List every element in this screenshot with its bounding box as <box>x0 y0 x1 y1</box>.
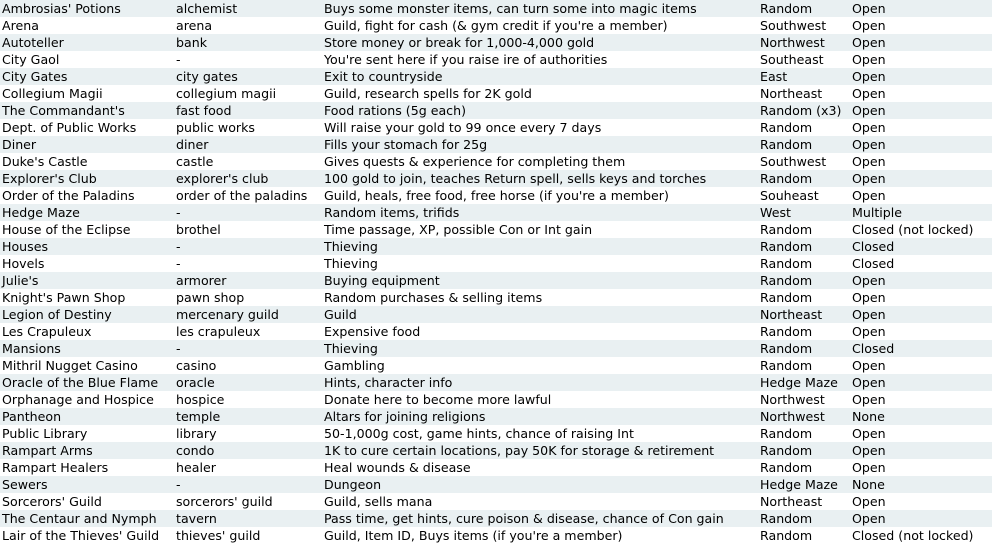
location-name-cell: Ambrosias' Potions <box>2 1 121 16</box>
location-cell: Random <box>760 137 813 152</box>
location-cell: Random <box>760 426 813 441</box>
description-cell: Dungeon <box>324 477 382 492</box>
table-row <box>0 85 992 102</box>
description-cell: Time passage, XP, possible Con or Int gain <box>324 222 593 237</box>
command-cell: - <box>176 52 181 67</box>
command-cell: temple <box>176 409 221 424</box>
table-row <box>0 289 992 306</box>
description-cell: Food rations (5g each) <box>324 103 466 118</box>
location-name-cell: Dept. of Public Works <box>2 120 137 135</box>
status-cell: Open <box>852 443 886 458</box>
command-cell: bank <box>176 35 207 50</box>
status-cell: Open <box>852 392 886 407</box>
description-cell: Gives quests & experience for completing them <box>324 154 626 169</box>
command-cell: condo <box>176 443 215 458</box>
location-name-cell: Legion of Destiny <box>2 307 112 322</box>
location-name-cell: Julie's <box>2 273 39 288</box>
location-name-cell: Mansions <box>2 341 61 356</box>
location-name-cell: Public Library <box>2 426 88 441</box>
status-cell: Open <box>852 137 886 152</box>
status-cell: Closed (not locked) <box>852 528 974 543</box>
location-cell: Random <box>760 222 813 237</box>
location-name-cell: Order of the Paladins <box>2 188 135 203</box>
location-cell: Random <box>760 511 813 526</box>
description-cell: Random purchases & selling items <box>324 290 543 305</box>
status-cell: Open <box>852 290 886 305</box>
description-cell: You're sent here if you raise ire of authorities <box>324 52 608 67</box>
description-cell: Thieving <box>324 341 378 356</box>
description-cell: Buys some monster items, can turn some into magic items <box>324 1 697 16</box>
location-cell: Random <box>760 290 813 305</box>
status-cell: Open <box>852 171 886 186</box>
status-cell: Open <box>852 103 886 118</box>
command-cell: healer <box>176 460 216 475</box>
location-name-cell: Oracle of the Blue Flame <box>2 375 159 390</box>
location-name-cell: City Gaol <box>2 52 60 67</box>
status-cell: Open <box>852 1 886 16</box>
location-cell: West <box>760 205 791 220</box>
location-cell: Random <box>760 171 813 186</box>
description-cell: Hints, character info <box>324 375 453 390</box>
description-cell: Random items, trifids <box>324 205 460 220</box>
table-row <box>0 493 992 510</box>
location-name-cell: Les Crapuleux <box>2 324 92 339</box>
table-row <box>0 357 992 374</box>
location-name-cell: Duke's Castle <box>2 154 88 169</box>
description-cell: Gambling <box>324 358 385 373</box>
command-cell: - <box>176 205 181 220</box>
command-cell: sorcerors' guild <box>176 494 273 509</box>
command-cell: tavern <box>176 511 217 526</box>
command-cell: - <box>176 341 181 356</box>
command-cell: fast food <box>176 103 232 118</box>
table-row <box>0 119 992 136</box>
status-cell: Open <box>852 375 886 390</box>
status-cell: Open <box>852 494 886 509</box>
description-cell: 1K to cure certain locations, pay 50K for storage & retirement <box>324 443 715 458</box>
status-cell: Open <box>852 120 886 135</box>
description-cell: Fills your stomach for 25g <box>324 137 488 152</box>
location-cell: Random <box>760 460 813 475</box>
description-cell: Guild <box>324 307 357 322</box>
table-row <box>0 255 992 272</box>
location-cell: Random <box>760 324 813 339</box>
table-row <box>0 17 992 34</box>
location-cell: Random <box>760 256 813 271</box>
location-cell: Northeast <box>760 494 823 509</box>
status-cell: Closed <box>852 256 895 271</box>
status-cell: Open <box>852 188 886 203</box>
status-cell: Open <box>852 307 886 322</box>
table-row <box>0 527 992 544</box>
status-cell: Closed (not locked) <box>852 222 974 237</box>
location-cell: East <box>760 69 788 84</box>
table-row <box>0 238 992 255</box>
table-row <box>0 153 992 170</box>
status-cell: Open <box>852 35 886 50</box>
status-cell: Closed <box>852 341 895 356</box>
location-cell: Southwest <box>760 154 827 169</box>
location-cell: Southwest <box>760 18 827 33</box>
command-cell: casino <box>176 358 217 373</box>
location-name-cell: Autoteller <box>2 35 64 50</box>
command-cell: alchemist <box>176 1 238 16</box>
table-row <box>0 187 992 204</box>
location-cell: Random <box>760 358 813 373</box>
description-cell: Thieving <box>324 256 378 271</box>
command-cell: city gates <box>176 69 238 84</box>
status-cell: Multiple <box>852 205 903 220</box>
location-cell: Hedge Maze <box>760 375 838 390</box>
table-row <box>0 374 992 391</box>
location-name-cell: House of the Eclipse <box>2 222 131 237</box>
status-cell: Open <box>852 69 886 84</box>
location-name-cell: Knight's Pawn Shop <box>2 290 126 305</box>
description-cell: Store money or break for 1,000-4,000 gold <box>324 35 595 50</box>
status-cell: Open <box>852 154 886 169</box>
location-name-cell: Orphanage and Hospice <box>2 392 154 407</box>
location-name-cell: Hedge Maze <box>2 205 80 220</box>
location-name-cell: Diner <box>2 137 37 152</box>
command-cell: - <box>176 477 181 492</box>
table-row <box>0 323 992 340</box>
location-name-cell: Pantheon <box>2 409 62 424</box>
command-cell: thieves' guild <box>176 528 261 543</box>
table-row <box>0 459 992 476</box>
command-cell: les crapuleux <box>176 324 261 339</box>
command-cell: brothel <box>176 222 221 237</box>
status-cell: Open <box>852 86 886 101</box>
location-cell: Souheast <box>760 188 819 203</box>
description-cell: Guild, research spells for 2K gold <box>324 86 532 101</box>
table-row <box>0 204 992 221</box>
description-cell: Will raise your gold to 99 once every 7 days <box>324 120 602 135</box>
table-row <box>0 476 992 493</box>
status-cell: Open <box>852 511 886 526</box>
command-cell: armorer <box>176 273 227 288</box>
command-cell: oracle <box>176 375 215 390</box>
description-cell: Exit to countryside <box>324 69 443 84</box>
command-cell: hospice <box>176 392 225 407</box>
command-cell: collegium magii <box>176 86 277 101</box>
command-cell: mercenary guild <box>176 307 279 322</box>
status-cell: Open <box>852 324 886 339</box>
location-cell: Hedge Maze <box>760 477 838 492</box>
status-cell: Open <box>852 273 886 288</box>
location-name-cell: Sewers <box>2 477 48 492</box>
location-name-cell: Mithril Nugget Casino <box>2 358 138 373</box>
location-cell: Random <box>760 273 813 288</box>
description-cell: Pass time, get hints, cure poison & disease, chance of Con gain <box>324 511 724 526</box>
location-cell: Random <box>760 528 813 543</box>
description-cell: Guild, sells mana <box>324 494 433 509</box>
table-row <box>0 102 992 119</box>
table-row <box>0 442 992 459</box>
location-cell: Southeast <box>760 52 824 67</box>
table-row <box>0 272 992 289</box>
location-name-cell: The Centaur and Nymph <box>2 511 157 526</box>
command-cell: public works <box>176 120 255 135</box>
status-cell: None <box>852 409 885 424</box>
table-row <box>0 68 992 85</box>
table-row <box>0 0 992 17</box>
table-row <box>0 51 992 68</box>
status-cell: Open <box>852 52 886 67</box>
location-name-cell: Hovels <box>2 256 45 271</box>
command-cell: - <box>176 239 181 254</box>
location-cell: Northwest <box>760 409 825 424</box>
command-cell: castle <box>176 154 214 169</box>
description-cell: Guild, fight for cash (& gym credit if you're a member) <box>324 18 668 33</box>
location-name-cell: Rampart Healers <box>2 460 109 475</box>
command-cell: order of the paladins <box>176 188 308 203</box>
command-cell: pawn shop <box>176 290 245 305</box>
location-name-cell: Explorer's Club <box>2 171 97 186</box>
location-cell: Random (x3) <box>760 103 842 118</box>
location-cell: Random <box>760 443 813 458</box>
table-row <box>0 136 992 153</box>
location-cell: Random <box>760 341 813 356</box>
description-cell: Buying equipment <box>324 273 440 288</box>
table-row <box>0 510 992 527</box>
description-cell: Altars for joining religions <box>324 409 486 424</box>
status-cell: Open <box>852 358 886 373</box>
location-cell: Northeast <box>760 86 823 101</box>
description-cell: 50-1,000g cost, game hints, chance of raising Int <box>324 426 634 441</box>
command-cell: diner <box>176 137 209 152</box>
table-row <box>0 391 992 408</box>
description-cell: Thieving <box>324 239 378 254</box>
description-cell: Guild, heals, free food, free horse (if you're a member) <box>324 188 669 203</box>
table-row <box>0 170 992 187</box>
table-row <box>0 340 992 357</box>
status-cell: Open <box>852 426 886 441</box>
description-cell: Guild, Item ID, Buys items (if you're a member) <box>324 528 623 543</box>
location-name-cell: Rampart Arms <box>2 443 93 458</box>
status-cell: None <box>852 477 885 492</box>
table-row <box>0 306 992 323</box>
table-row <box>0 34 992 51</box>
location-cell: Northwest <box>760 35 825 50</box>
status-cell: Closed <box>852 239 895 254</box>
command-cell: - <box>176 256 181 271</box>
table-row <box>0 425 992 442</box>
location-name-cell: Arena <box>2 18 39 33</box>
location-cell: Random <box>760 1 813 16</box>
status-cell: Open <box>852 460 886 475</box>
location-name-cell: Sorcerors' Guild <box>2 494 102 509</box>
table-row <box>0 221 992 238</box>
command-cell: explorer's club <box>176 171 269 186</box>
location-name-cell: Lair of the Thieves' Guild <box>2 528 160 543</box>
description-cell: 100 gold to join, teaches Return spell, sells keys and torches <box>324 171 707 186</box>
table-row <box>0 408 992 425</box>
location-cell: Northwest <box>760 392 825 407</box>
description-cell: Heal wounds & disease <box>324 460 471 475</box>
description-cell: Donate here to become more lawful <box>324 392 552 407</box>
description-cell: Expensive food <box>324 324 421 339</box>
location-cell: Random <box>760 239 813 254</box>
location-name-cell: Houses <box>2 239 49 254</box>
status-cell: Open <box>852 18 886 33</box>
location-name-cell: The Commandant's <box>2 103 125 118</box>
location-cell: Northeast <box>760 307 823 322</box>
location-name-cell: City Gates <box>2 69 68 84</box>
location-cell: Random <box>760 120 813 135</box>
command-cell: arena <box>176 18 213 33</box>
location-name-cell: Collegium Magii <box>2 86 103 101</box>
command-cell: library <box>176 426 217 441</box>
